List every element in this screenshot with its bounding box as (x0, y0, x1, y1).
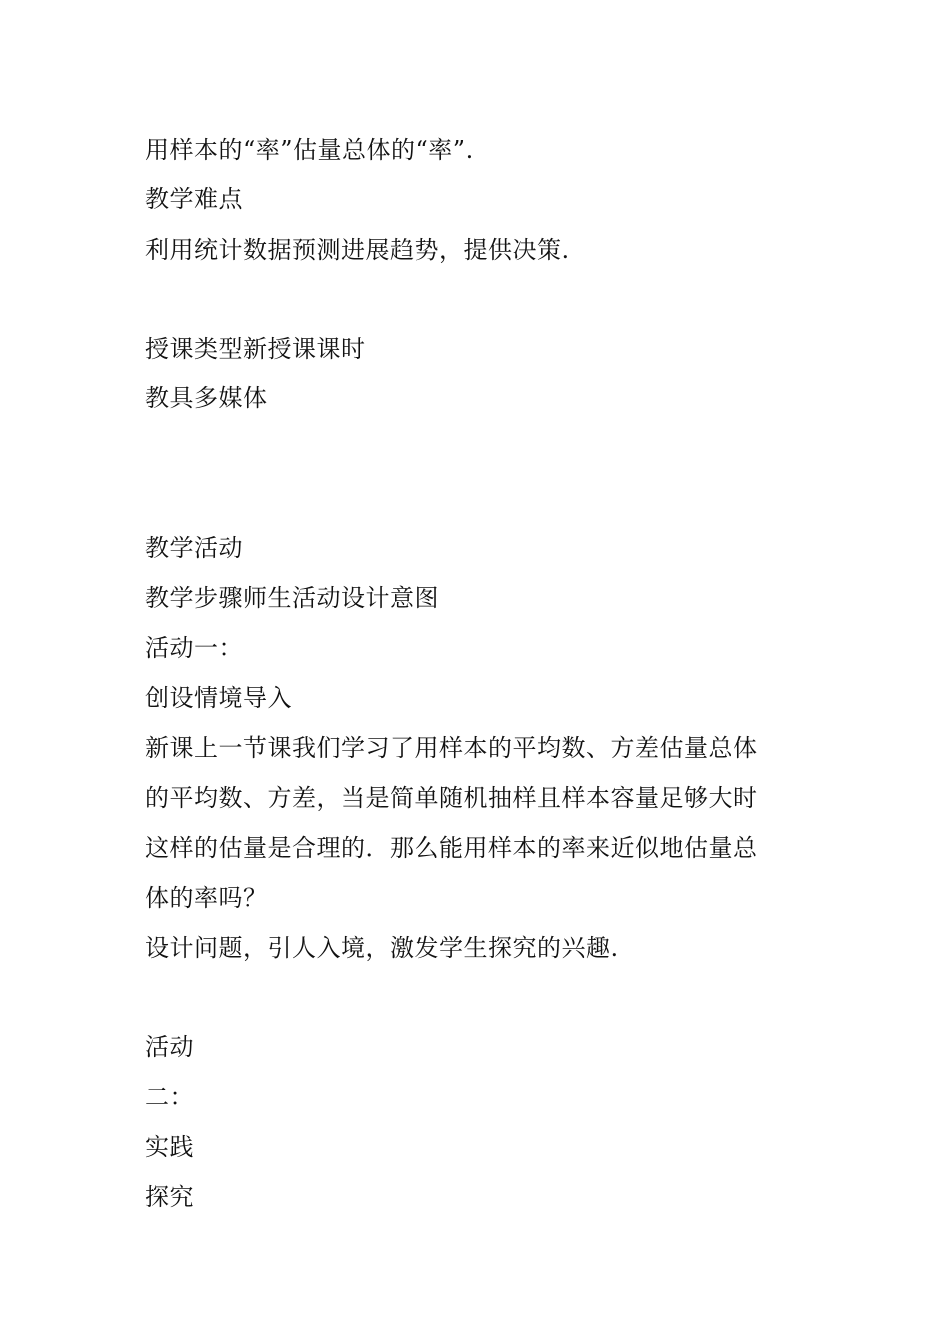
text-line-table-header: 教学步骤师生活动设计意图 (145, 584, 439, 612)
paragraph-line-3: 这样的估量是合理的．那么能用样本的率来近似地估量总 (145, 834, 758, 862)
heading-teaching-difficulty: 教学难点 (145, 185, 243, 213)
text-line-teaching-aids: 教具多媒体 (145, 384, 268, 412)
paragraph-line-2: 的平均数、方差，当是简单随机抽样且样本容量足够大时 (145, 784, 758, 812)
text-line-scenario-intro: 创设情境导入 (145, 684, 292, 712)
paragraph-line-1: 新课上一节课我们学习了用样本的平均数、方差估量总体 (145, 734, 758, 762)
text-line-key-point: 用样本的“率”估量总体的“率”. (145, 136, 474, 164)
paragraph-line-4: 体的率吗？ (145, 884, 268, 912)
text-line-two: 二： (145, 1083, 194, 1111)
text-line-difficulty: 利用统计数据预测进展趋势，提供决策. (145, 236, 570, 264)
text-line-activity-one: 活动一： (145, 634, 243, 662)
text-line-design-intent: 设计问题，引人入境，激发学生探究的兴趣. (145, 934, 619, 962)
text-line-explore: 探究 (145, 1183, 194, 1211)
text-line-activity: 活动 (145, 1033, 194, 1061)
text-line-lesson-type: 授课类型新授课课时 (145, 335, 366, 363)
text-line-practice: 实践 (145, 1133, 194, 1161)
heading-teaching-activities: 教学活动 (145, 534, 243, 562)
